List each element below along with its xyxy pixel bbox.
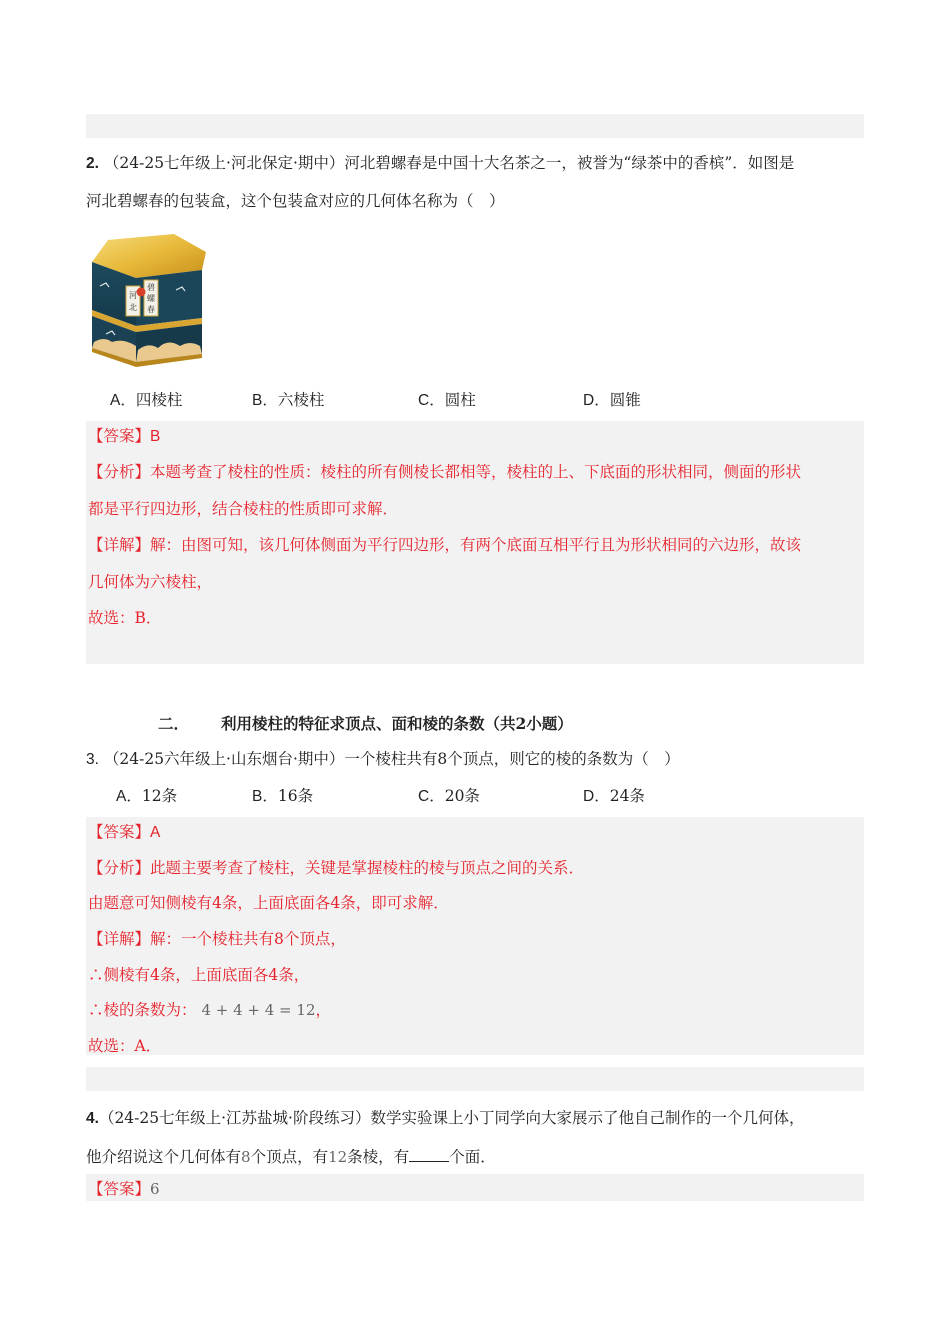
box-label-he: 河 [129,291,137,300]
detail-line-2: ∴侧棱有4条，上面底面各4条， [88,966,310,984]
detail-line-1: 【详解】解：一个棱柱共有8个顶点， [88,930,346,948]
conclusion-line: 故选：A． [88,1037,162,1055]
question-2-line-2: 河北碧螺春的包装盒，这个包装盒对应的几何体名称为（ ） [86,192,505,210]
box-label-chun: 春 [147,305,155,314]
answer-line: 【答案】A [88,823,161,841]
question-3: 3. （24-25六年级上·山东烟台·期中）一个棱柱共有8个顶点，则它的棱的条数为（ ） [86,750,680,768]
option-a[interactable]: A．12条 [116,787,178,805]
option-b[interactable]: B．16条 [252,787,314,805]
section-title: 利用棱柱的特征求顶点、面和棱的条数（共2小题） [221,714,573,733]
answer-line: 【答案】B [88,427,161,445]
section-heading: 二． [158,714,190,733]
option-b[interactable]: B．六棱柱 [252,391,325,409]
answer-blank[interactable] [409,1145,449,1162]
detail-line-1: 【详解】解：由图可知，该几何体侧面为平行四边形，有两个底面互相平行且为形状相同的六边形，故该 [88,536,802,554]
option-c[interactable]: C．圆柱 [418,391,476,409]
detail-line-3: ∴棱的条数为： 4 + 4 + 4 = 12， [88,1001,331,1019]
analysis-line-2: 由题意可知侧棱有4条，上面底面各4条，即可求解． [88,894,449,912]
analysis-line-1: 【分析】本题考查了棱柱的性质：棱柱的所有侧棱长都相等，棱柱的上、下底面的形状相同，侧面的形状 [88,463,802,481]
analysis-line-1: 【分析】此题主要考查了棱柱，关键是掌握棱柱的棱与顶点之间的关系． [88,859,585,877]
question-4-line-2: 他介绍说这个几何体有8个顶点，有12条棱，有 个面． [86,1145,496,1167]
option-d[interactable]: D．24条 [583,787,645,805]
answer-block-tail [86,114,864,138]
option-d[interactable]: D．圆锥 [583,391,641,409]
box-label-luo: 螺 [147,294,155,303]
question-4-line-1: 4.（24-25七年级上·江苏盐城·阶段练习）数学实验课上小丁同学向大家展示了他自己制作的一个几何体， [86,1109,805,1127]
question-2-line-1 [86,153,794,174]
tea-box-image [86,230,212,370]
box-label-bi: 碧 [147,283,155,292]
answer-line: 【答案】6 [88,1180,160,1198]
box-label-bei: 北 [129,303,137,312]
analysis-line-2: 都是平行四边形，结合棱柱的性质即可求解． [88,500,399,518]
equation: 4 + 4 + 4 = 12 [201,1001,316,1019]
question-text: （24-25七年级上·河北保定·期中）河北碧螺春是中国十大名茶之一，被誉为“绿茶中的香槟”．如图是 [103,154,795,172]
conclusion-line: 故选：B． [88,609,162,627]
question-number: 2. [86,155,99,172]
detail-line-2: 几何体为六棱柱， [88,573,213,591]
option-c[interactable]: C．20条 [418,787,480,805]
separator-band [86,1067,864,1091]
option-a[interactable]: A．四棱柱 [110,391,183,409]
answer-block-q4 [86,1174,864,1201]
